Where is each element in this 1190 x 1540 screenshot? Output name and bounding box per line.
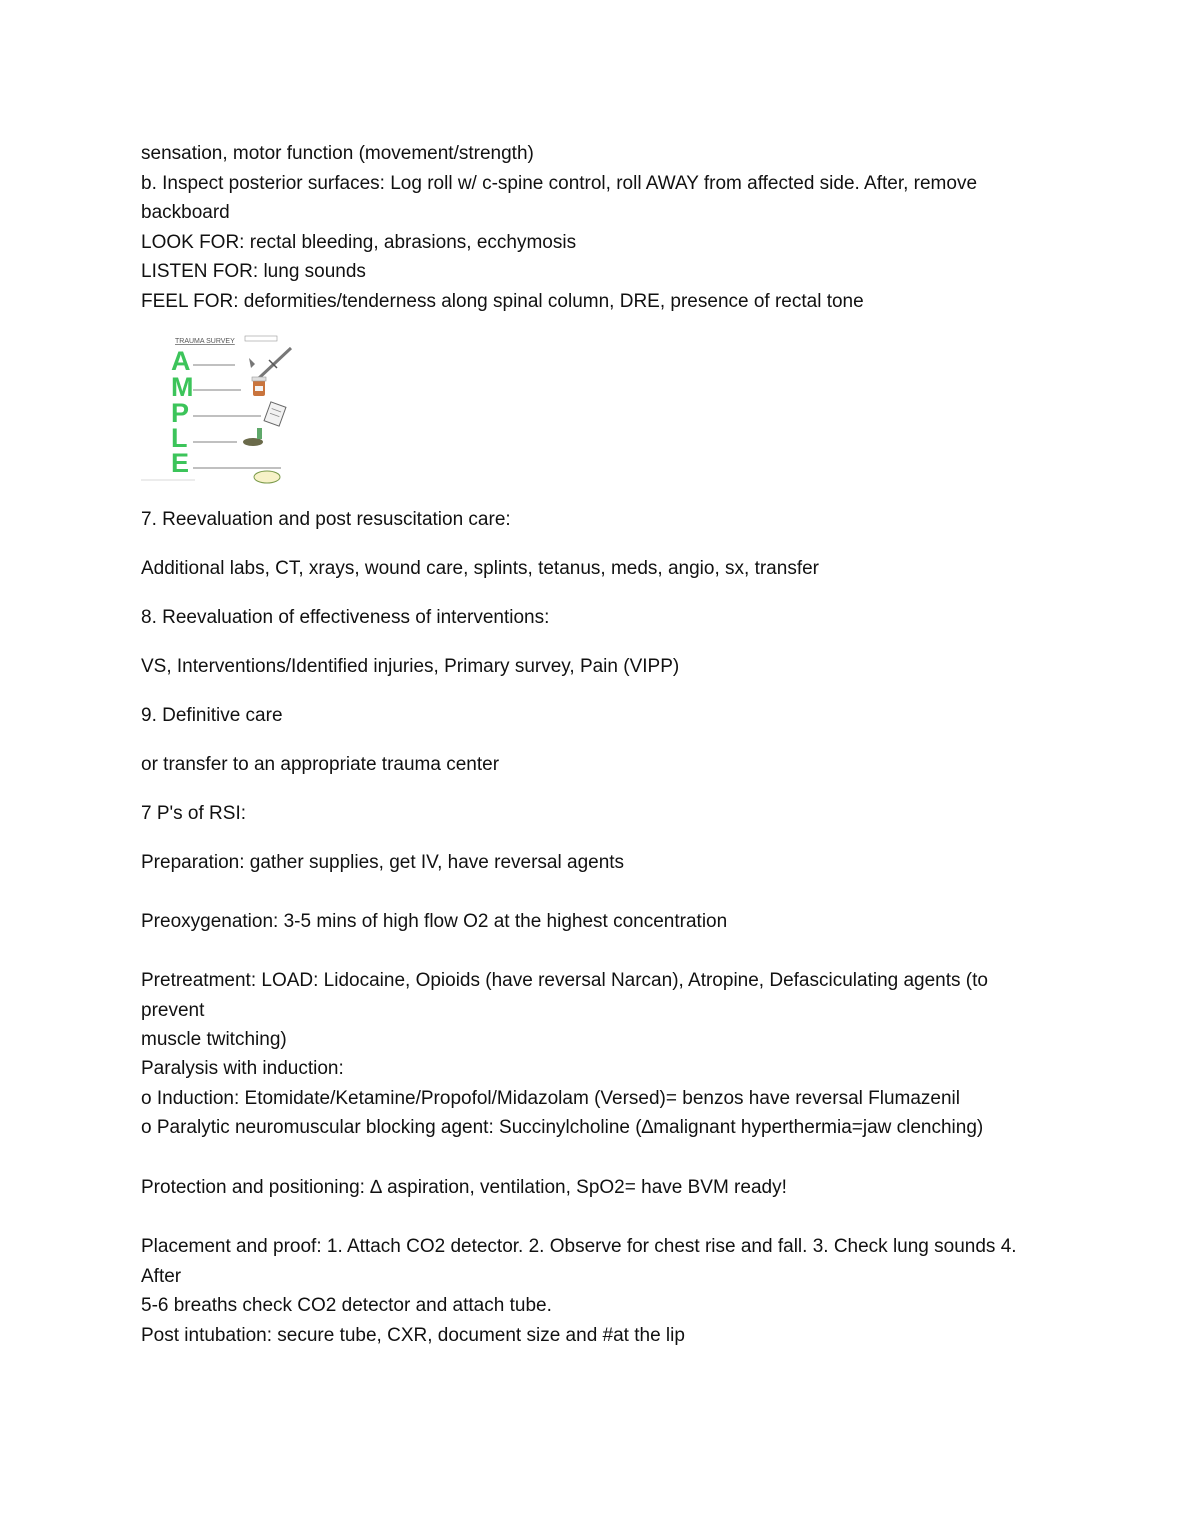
section-heading: 9. Definitive care — [141, 705, 283, 726]
section — [141, 1054, 1051, 1143]
text-line: Pretreatment: LOAD: Lidocaine, Opioids (have reversal Narcan), Atropine, Defasciculating agents (to prevent — [141, 970, 994, 1021]
text-line: Preparation: gather supplies, get IV, have reversal agents — [141, 852, 625, 873]
ample-letter: A — [171, 346, 191, 376]
section — [141, 750, 1051, 780]
section — [141, 701, 1051, 731]
text-line: Post intubation: secure tube, CXR, document size and #at the lip — [141, 1325, 685, 1346]
section — [141, 799, 1051, 829]
ample-letter: L — [171, 423, 188, 453]
text-line: Protection and positioning: ∆ aspiration, ventilation, SpO2= have BVM ready! — [141, 1177, 787, 1198]
section — [141, 966, 1051, 1055]
section — [141, 907, 1051, 937]
section — [141, 505, 1051, 535]
ample-letter: M — [171, 372, 194, 402]
text-line: o Paralytic neuromuscular blocking agent: Succinylcholine (∆malignant hyperthermia=jaw clenching) — [141, 1117, 984, 1138]
text-line: o Induction: Etomidate/Ketamine/Propofol/Midazolam (Versed)= benzos have reversal Flumazenil — [141, 1087, 961, 1109]
text-line: or transfer to an appropriate trauma center — [141, 754, 500, 775]
text-line: LOOK FOR: rectal bleeding, abrasions, ecchymosis — [141, 231, 577, 253]
text-line: LISTEN FOR: lung sounds — [141, 261, 366, 282]
ample-title: TRAUMA SURVEY — [175, 338, 235, 345]
text-line: Paralysis with induction: — [141, 1058, 344, 1079]
section — [141, 652, 1051, 682]
section — [141, 1232, 1051, 1321]
text-line: Placement and proof: 1. Attach CO2 detector. 2. Observe for chest rise and fall. 3. Check lung sounds 4. After — [141, 1236, 1021, 1287]
text-line: VS, Interventions/Identified injuries, Primary survey, Pain (VIPP) — [141, 656, 680, 677]
ample-mnemonic-image — [141, 330, 293, 485]
section-heading: 7. Reevaluation and post resuscitation care: — [141, 509, 511, 530]
section — [141, 1173, 1051, 1203]
intro-text — [141, 139, 1051, 316]
section — [141, 848, 1051, 878]
text-line: muscle twitching) — [141, 1029, 287, 1050]
ample-letter: P — [171, 398, 190, 428]
ample-letter: E — [171, 448, 190, 478]
text-line: Additional labs, CT, xrays, wound care, splints, tetanus, meds, angio, sx, transfer — [141, 558, 819, 579]
text-line: b. Inspect posterior surfaces: Log roll w/ c-spine control, roll AWAY from affected side. After, remove — [141, 172, 978, 194]
text-line: FEEL FOR: deformities/tenderness along spinal column, DRE, presence of rectal tone — [141, 290, 864, 312]
scene-icon — [254, 471, 280, 483]
section — [141, 1321, 1051, 1351]
section-heading: 7 P's of RSI: — [141, 803, 247, 824]
text-line: backboard — [141, 202, 230, 223]
text-line: Preoxygenation: 3-5 mins of high flow O2 at the highest concentration — [141, 911, 728, 932]
text-line: sensation, motor function (movement/strength) — [141, 143, 534, 164]
section — [141, 603, 1051, 633]
text-line: 5-6 breaths check CO2 detector and attach tube. — [141, 1295, 552, 1316]
section-heading: 8. Reevaluation of effectiveness of interventions: — [141, 607, 550, 628]
pill-bottle-icon — [252, 377, 266, 396]
section — [141, 554, 1051, 584]
